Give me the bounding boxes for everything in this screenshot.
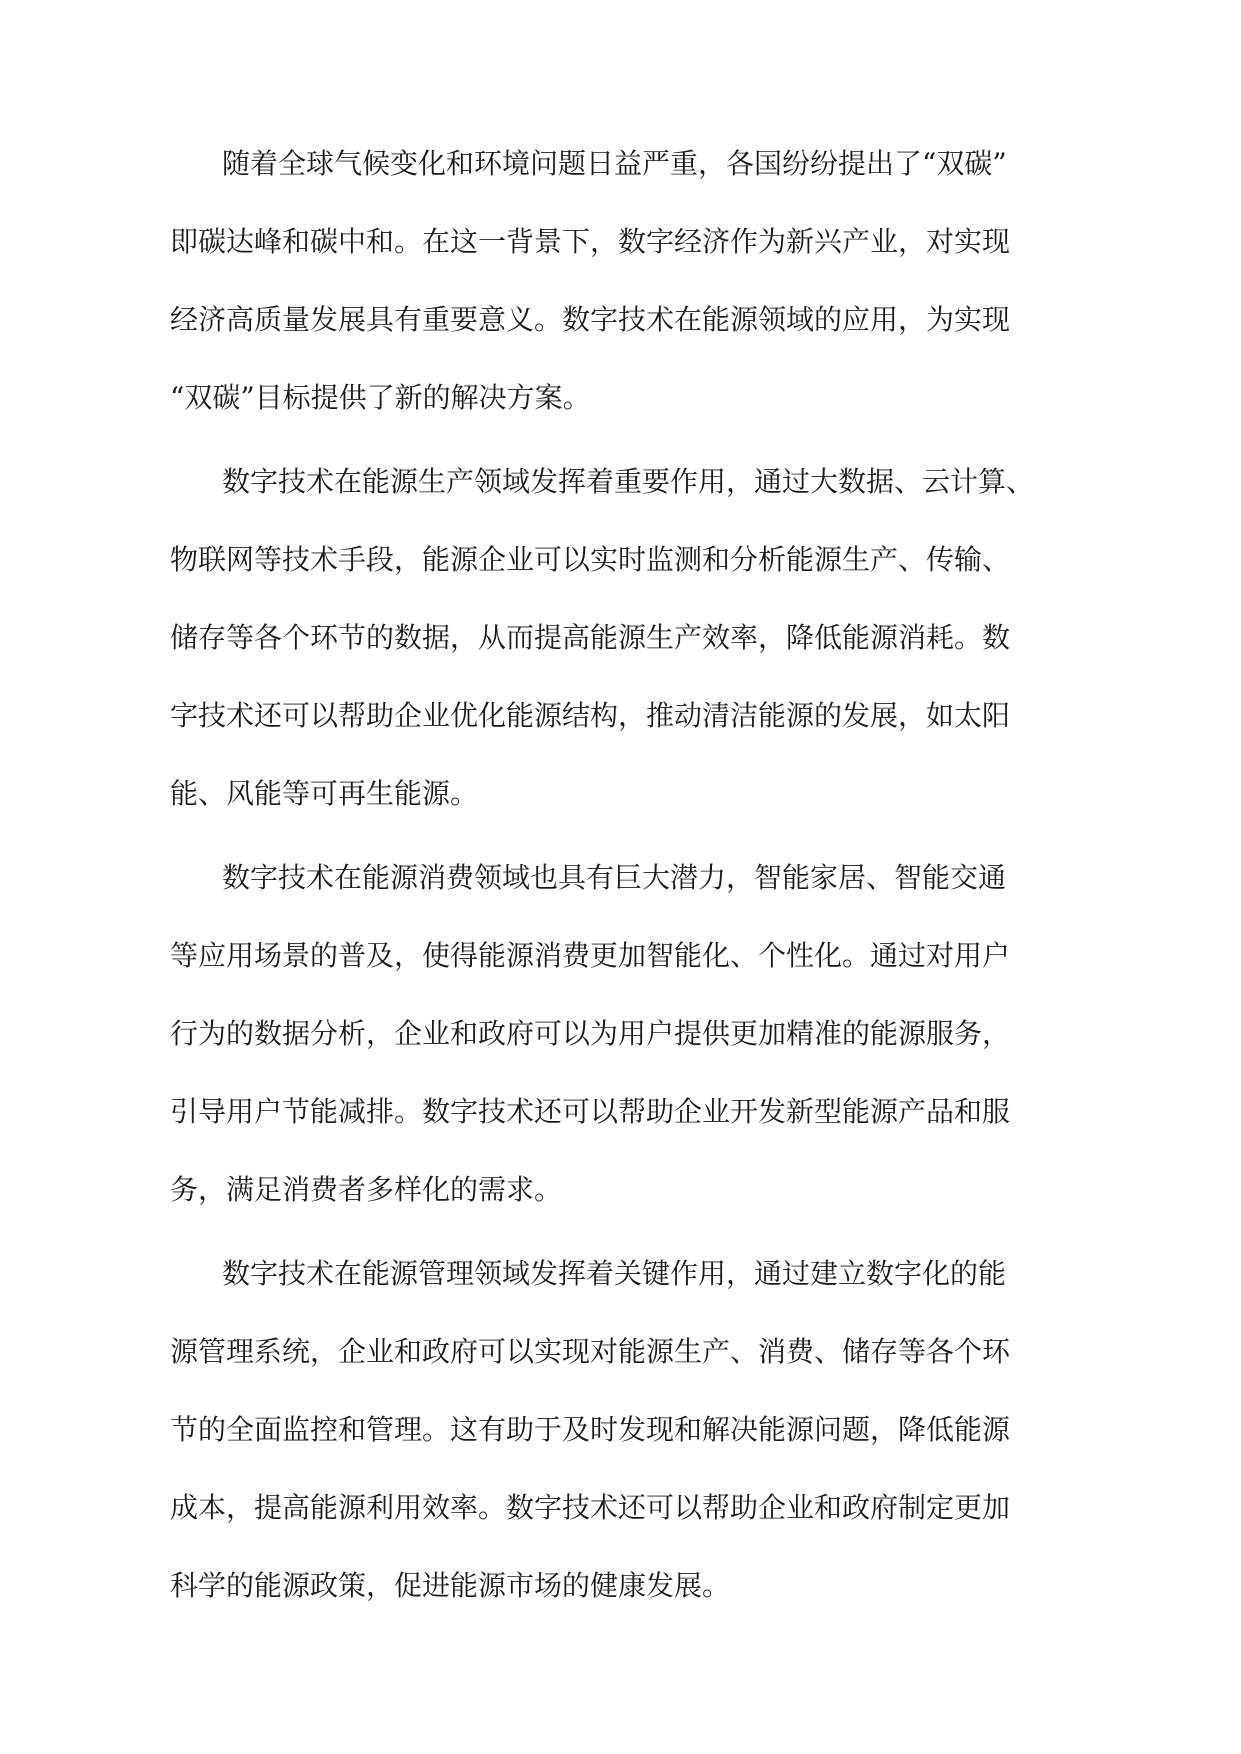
p3-line-3: 行为的数据分析，企业和政府可以为用户提供更加精准的能源服务， [170,1017,1011,1050]
p3-line-2: 等应用场景的普及，使得能源消费更加智能化、个性化。通过对用户 [170,939,1011,972]
p4-line-1: 数字技术在能源管理领域发挥着关键作用，通过建立数字化的能 [222,1257,1007,1290]
p2-line-1: 数字技术在能源生产领域发挥着重要作用，通过大数据、云计算、 [222,465,1035,498]
p2-line-3: 储存等各个环节的数据，从而提高能源生产效率，降低能源消耗。数 [170,621,1011,654]
p4-line-3: 节的全面监控和管理。这有助于及时发现和解决能源问题，降低能源 [170,1413,1011,1446]
p3-line-5: 务，满足消费者多样化的需求。 [170,1173,563,1206]
p3-line-1: 数字技术在能源消费领域也具有巨大潜力，智能家居、智能交通 [222,861,1007,894]
p4-line-5: 科学的能源政策，促进能源市场的健康发展。 [170,1569,731,1602]
p1-line-2: 即碳达峰和碳中和。在这一背景下，数字经济作为新兴产业，对实现 [170,225,1011,258]
p1-line-3: 经济高质量发展具有重要意义。数字技术在能源领域的应用，为实现 [170,303,1011,336]
p1-line-4: “双碳”目标提供了新的解决方案。 [170,381,591,414]
p4-line-2: 源管理系统，企业和政府可以实现对能源生产、消费、储存等各个环 [170,1335,1011,1368]
p2-line-5: 能、风能等可再生能源。 [170,777,479,810]
p3-line-4: 引导用户节能减排。数字技术还可以帮助企业开发新型能源产品和服 [170,1095,1011,1128]
p2-line-2: 物联网等技术手段，能源企业可以实时监测和分析能源生产、传输、 [170,543,1011,576]
p4-line-4: 成本，提高能源利用效率。数字技术还可以帮助企业和政府制定更加 [170,1491,1011,1524]
p1-line-1: 随着全球气候变化和环境问题日益严重，各国纷纷提出了“双碳” [222,147,1007,180]
p2-line-4: 字技术还可以帮助企业优化能源结构，推动清洁能源的发展，如太阳 [170,699,1011,732]
